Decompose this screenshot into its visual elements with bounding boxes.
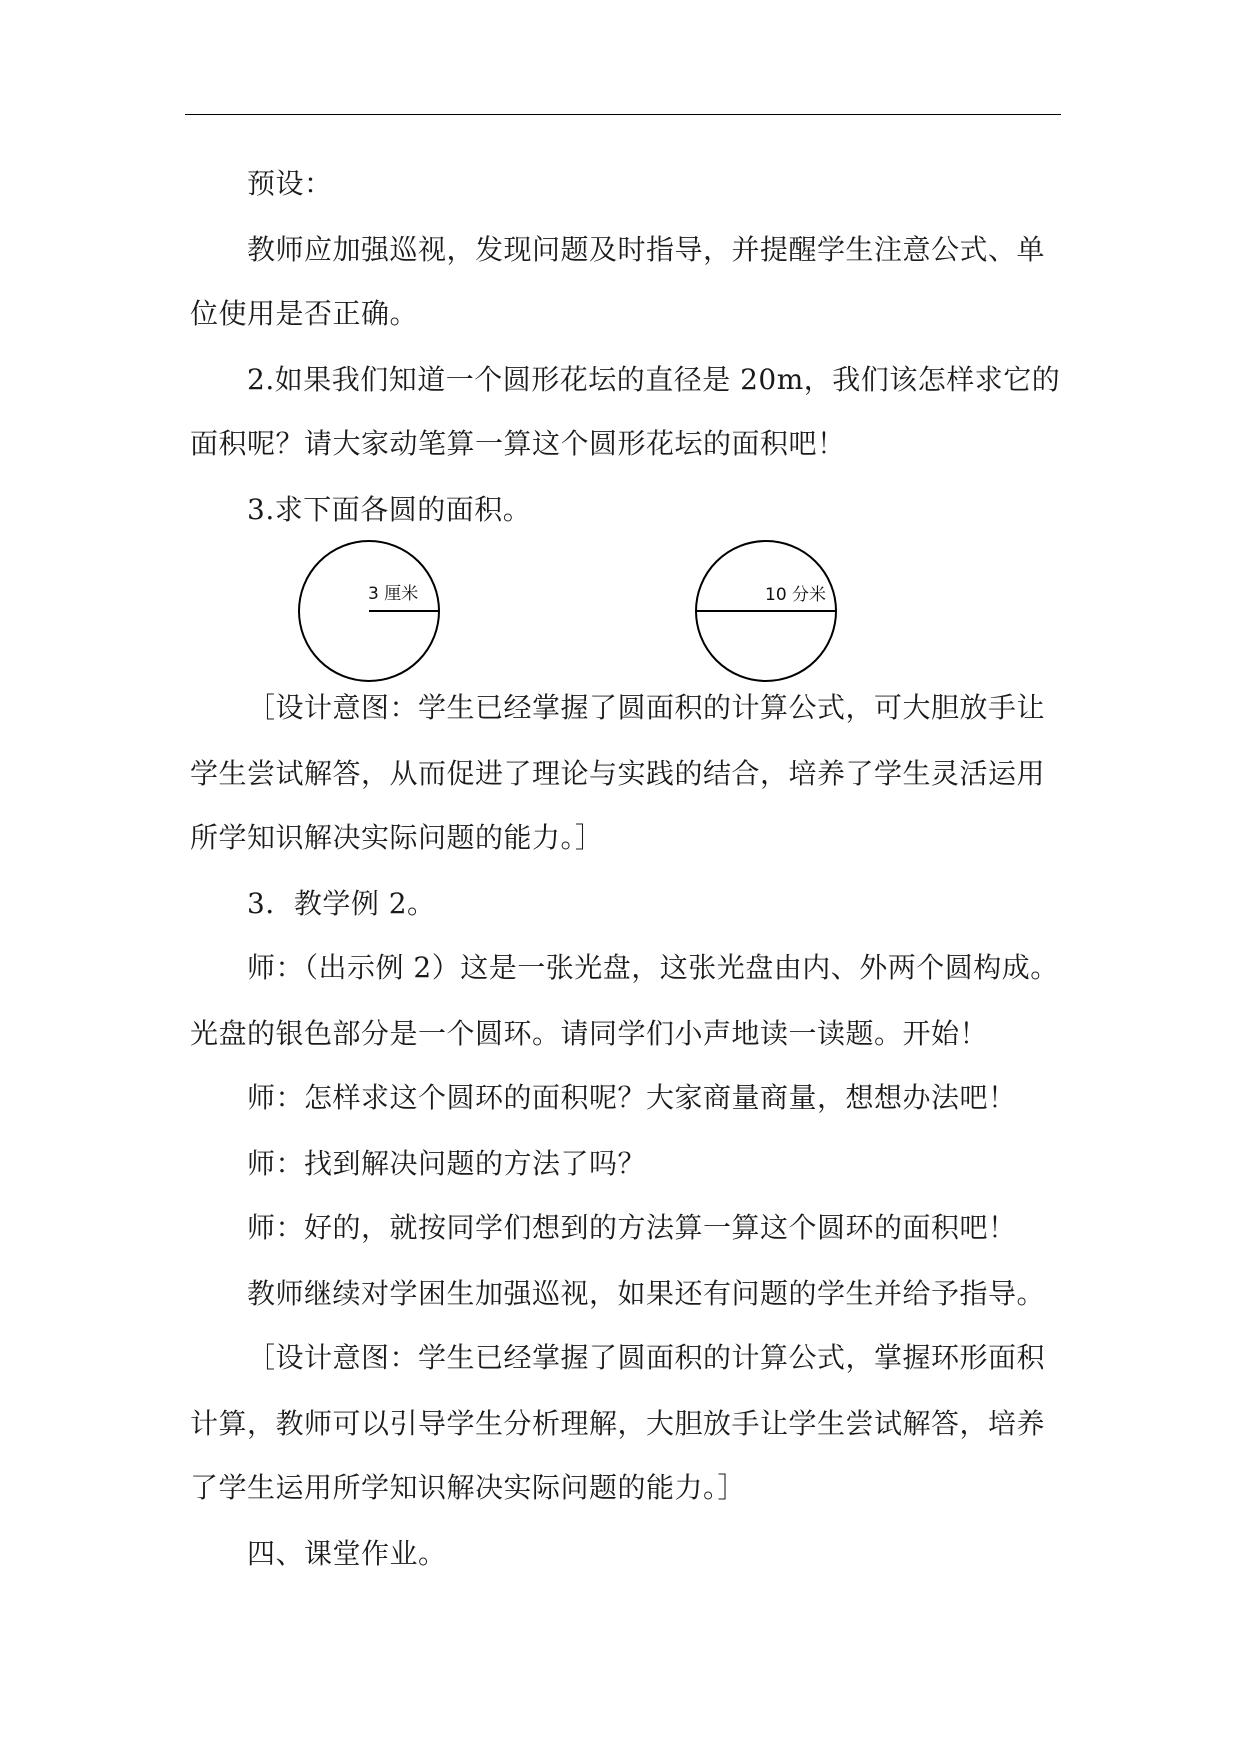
circle2-label: 10 分米 [765, 585, 827, 605]
paragraph-line: 教师继续对学困生加强巡视，如果还有问题的学生并给予指导。 [247, 1277, 1046, 1310]
paragraph-line: 师：（出示例 2）这是一张光盘，这张光盘由内、外两个圆构成。 [247, 951, 1059, 984]
paragraph-line: 2.如果我们知道一个圆形花坛的直径是 20m，我们该怎样求它的 [247, 363, 1061, 396]
circles-diagram [290, 538, 850, 688]
paragraph-line: 学生尝试解答，从而促进了理论与实践的结合，培养了学生灵活运用 [190, 757, 1046, 790]
paragraph-line: 四、课堂作业。 [247, 1537, 447, 1570]
paragraph-line: 面积呢？请大家动笔算一算这个圆形花坛的面积吧！ [190, 427, 846, 460]
paragraph-line: 光盘的银色部分是一个圆环。请同学们小声地读一读题。开始！ [190, 1017, 989, 1050]
paragraph-line: 师：怎样求这个圆环的面积呢？大家商量商量，想想办法吧！ [247, 1081, 1017, 1114]
paragraph-line: 3．教学例 2。 [247, 887, 436, 920]
paragraph-line: 师：找到解决问题的方法了吗？ [247, 1147, 647, 1180]
paragraph-line: 3.求下面各圆的面积。 [247, 493, 532, 526]
circles-figure [290, 538, 850, 688]
paragraph-line: 师：好的，就按同学们想到的方法算一算这个圆环的面积吧！ [247, 1211, 1017, 1244]
paragraph-line: 所学知识解决实际问题的能力。］ [190, 821, 604, 854]
paragraph-line: 教师应加强巡视，发现问题及时指导，并提醒学生注意公式、单 [247, 233, 1046, 266]
paragraph-line: 计算，教师可以引导学生分析理解，大胆放手让学生尝试解答，培养 [190, 1407, 1046, 1440]
paragraph-line: 位使用是否正确。 [190, 297, 419, 330]
paragraph-line: ［设计意图：学生已经掌握了圆面积的计算公式，可大胆放手让 [247, 691, 1046, 724]
circle1-label: 3 厘米 [368, 584, 419, 604]
paragraph-line: ［设计意图：学生已经掌握了圆面积的计算公式，掌握环形面积 [247, 1341, 1046, 1374]
paragraph-line: 预设： [247, 167, 333, 200]
paragraph-line: 了学生运用所学知识解决实际问题的能力。］ [190, 1471, 747, 1504]
header-rule [185, 114, 1061, 115]
